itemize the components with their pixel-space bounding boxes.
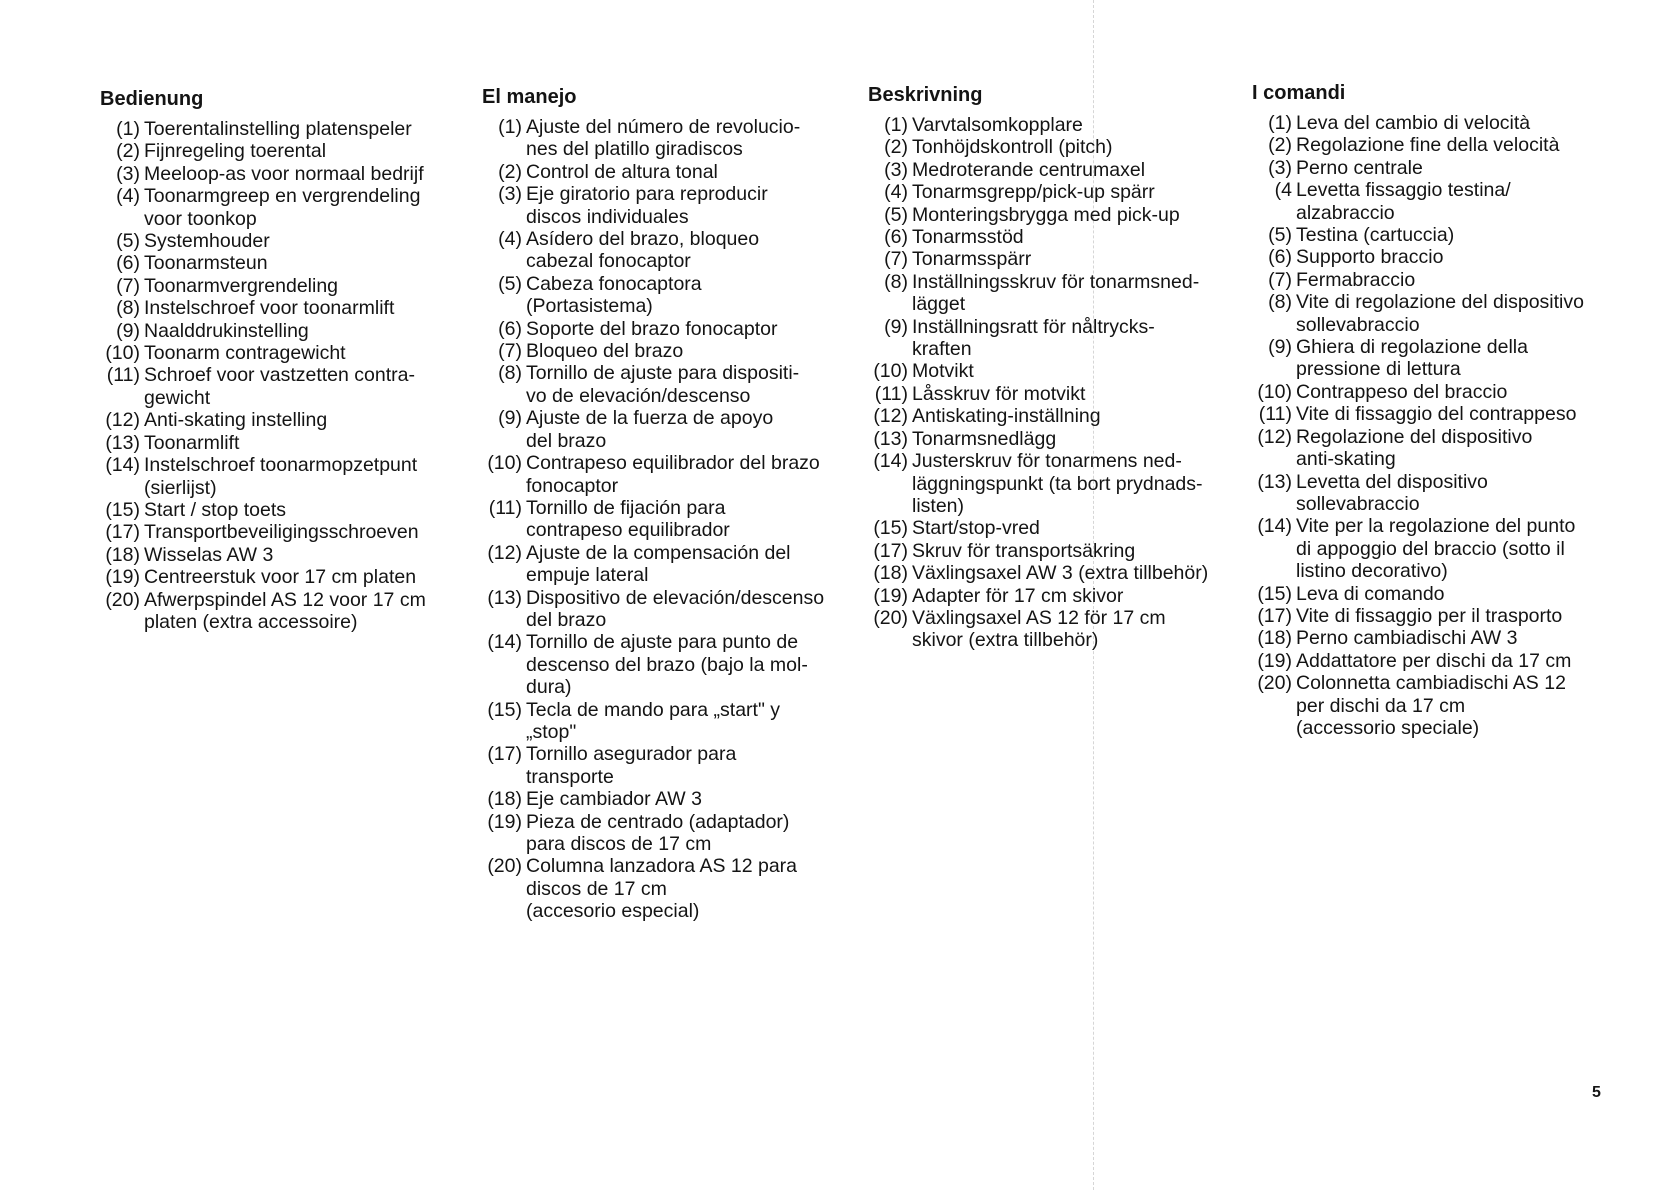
item-number: (18)	[873, 562, 908, 585]
item-label: Tornillo de fijación para contrapeso equilibrador	[526, 496, 730, 542]
item-label: Toonarmsteun	[144, 252, 268, 275]
item-list	[1252, 112, 1612, 739]
item-label: Meeloop-as voor normaal bedrijf	[144, 162, 424, 185]
item-number: (12)	[1257, 425, 1292, 448]
column-heading: El manejo	[482, 86, 577, 108]
item-label: Columna lanzadora AS 12 para discos de 17 cm (accesorio especial)	[526, 855, 798, 923]
list-item	[1252, 650, 1612, 672]
list-item	[100, 230, 460, 252]
item-label: Inställningsskruv för tonarmsned- lägget	[912, 270, 1200, 316]
item-label: Varvtalsomkopplare	[912, 114, 1083, 136]
list-item	[1252, 471, 1612, 516]
item-label: Justerskruv för tonarmens ned- läggningspunkt (ta bort prydnads- listen)	[912, 450, 1203, 517]
item-number: (8)	[498, 362, 522, 385]
item-number: (6)	[1268, 246, 1292, 269]
list-item	[100, 140, 460, 162]
item-number: (5)	[1268, 224, 1292, 247]
item-number: (11)	[488, 496, 522, 519]
item-label: Leva del cambio di velocità	[1296, 112, 1531, 134]
item-number: (4)	[498, 228, 522, 251]
item-label: Start/stop-vred	[912, 517, 1040, 540]
column-heading: I comandi	[1252, 82, 1346, 104]
list-item	[482, 542, 842, 587]
item-number: (8)	[116, 297, 140, 320]
item-label: Centreerstuk voor 17 cm platen	[144, 566, 417, 589]
item-label: Bloqueo del brazo	[526, 340, 684, 363]
item-label: Testina (cartuccia)	[1296, 224, 1455, 247]
list-item	[868, 181, 1228, 203]
item-number: (3)	[116, 162, 140, 185]
list-item	[482, 587, 842, 632]
list-item	[100, 342, 460, 364]
item-number: (19)	[487, 810, 522, 833]
column-swedish	[868, 82, 1228, 652]
item-label: Dispositivo de elevación/descenso del brazo	[526, 586, 825, 631]
item-number: (1)	[116, 118, 140, 140]
list-item	[868, 204, 1228, 226]
list-item	[100, 364, 460, 409]
item-number: (17)	[873, 539, 908, 562]
item-label: Pieza de centrado (adaptador) para discos de 17 cm	[526, 810, 790, 855]
list-item	[482, 228, 842, 273]
item-number: (9)	[1268, 336, 1292, 359]
list-item	[868, 450, 1228, 517]
item-number: (17)	[1257, 604, 1292, 627]
list-item	[868, 248, 1228, 270]
list-item	[868, 585, 1228, 607]
item-label: Tornillo asegurador para transporte	[526, 743, 737, 788]
item-number: (18)	[487, 788, 522, 811]
item-label: Leva di comando	[1296, 582, 1445, 605]
item-label: Perno cambiadischi AW 3	[1296, 627, 1518, 650]
item-label: Monteringsbrygga med pick-up	[912, 203, 1180, 226]
item-label: Toonarmgreep en vergrendeling voor toonkop	[144, 185, 421, 230]
item-label: Perno centrale	[1296, 156, 1423, 179]
list-item	[868, 607, 1228, 652]
item-number: (11)	[874, 382, 908, 405]
list-item	[1252, 269, 1612, 291]
item-label: Control de altura tonal	[526, 160, 718, 183]
item-label: Regolazione del dispositivo anti-skating	[1296, 425, 1533, 471]
item-label: Medroterande centrumaxel	[912, 158, 1146, 181]
item-number: (20)	[1257, 672, 1292, 695]
item-number: (19)	[1257, 649, 1292, 672]
list-item	[482, 116, 842, 161]
list-item	[482, 318, 842, 340]
item-label: Asídero del brazo, bloqueo cabezal fonocaptor	[526, 228, 760, 273]
item-label: Tornillo de ajuste para dispositi- vo de elevación/descenso	[526, 362, 800, 407]
item-number: (9)	[498, 407, 522, 430]
list-item	[868, 517, 1228, 539]
item-label: Ajuste de la compensación del empuje lateral	[526, 541, 791, 587]
list-item	[1252, 627, 1612, 649]
item-number: (14)	[1257, 515, 1292, 538]
item-label: Tonarmsstöd	[912, 226, 1024, 249]
item-number: (18)	[105, 543, 140, 566]
list-item	[482, 631, 842, 698]
item-label: Tonarmsnedlägg	[912, 427, 1057, 450]
list-item	[100, 163, 460, 185]
item-label: Inställningsratt för nåltrycks- kraften	[912, 315, 1155, 361]
list-item	[868, 540, 1228, 562]
item-number: (1)	[498, 116, 522, 138]
item-label: Transportbeveiligingsschroeven	[144, 521, 419, 544]
item-label: Wisselas AW 3	[144, 543, 274, 566]
item-number: (12)	[873, 405, 908, 428]
list-item	[482, 161, 842, 183]
list-item	[100, 409, 460, 431]
item-list	[868, 114, 1228, 652]
item-number: (13)	[1257, 470, 1292, 493]
list-item	[1252, 134, 1612, 156]
list-item	[482, 183, 842, 228]
item-label: Tonhöjdskontroll (pitch)	[912, 136, 1113, 159]
list-item	[100, 544, 460, 566]
item-label: Regolazione fine della velocità	[1296, 134, 1560, 157]
list-item	[1252, 224, 1612, 246]
item-number: (15)	[105, 498, 140, 521]
item-label: Ajuste de la fuerza de apoyo del brazo	[526, 407, 774, 452]
item-number: (13)	[873, 427, 908, 450]
item-number: (4)	[884, 181, 908, 204]
item-number: (2)	[884, 136, 908, 159]
item-label: Addattatore per dischi da 17 cm	[1296, 649, 1572, 672]
list-item	[868, 316, 1228, 361]
item-label: Fijnregeling toerental	[144, 140, 327, 163]
item-number: (13)	[105, 431, 140, 454]
list-item	[482, 699, 842, 744]
item-label: Systemhouder	[144, 230, 270, 253]
list-item	[868, 226, 1228, 248]
list-item	[1252, 157, 1612, 179]
item-number: (5)	[498, 272, 522, 295]
item-number: (1)	[1268, 112, 1292, 134]
list-item	[482, 743, 842, 788]
item-number: (6)	[884, 226, 908, 249]
list-item	[1252, 605, 1612, 627]
item-number: (14)	[105, 454, 140, 477]
list-item	[100, 185, 460, 230]
list-item	[482, 362, 842, 407]
list-item	[1252, 246, 1612, 268]
item-number: (4)	[116, 185, 140, 208]
item-label: Adapter för 17 cm skivor	[912, 584, 1124, 607]
list-item	[868, 360, 1228, 382]
item-number: (19)	[873, 584, 908, 607]
list-item	[482, 452, 842, 497]
item-label: Fermabraccio	[1296, 268, 1416, 291]
item-number: (5)	[884, 203, 908, 226]
item-number: (11)	[1258, 403, 1292, 426]
list-item	[1252, 426, 1612, 471]
item-label: Levetta del dispositivo sollevabraccio	[1296, 470, 1488, 515]
item-number: (1)	[884, 114, 908, 136]
item-number: (13)	[487, 586, 522, 609]
list-item	[868, 383, 1228, 405]
item-number: (15)	[1257, 582, 1292, 605]
item-label: Skruv för transportsäkring	[912, 539, 1136, 562]
item-label: Antiskating-inställning	[912, 405, 1101, 428]
page-number: 5	[1592, 1084, 1601, 1101]
item-number: (11)	[106, 364, 140, 387]
item-label: Supporto braccio	[1296, 246, 1444, 269]
item-number: (4	[1274, 179, 1292, 202]
list-item	[1252, 403, 1612, 425]
item-number: (7)	[884, 248, 908, 271]
item-number: (10)	[1257, 380, 1292, 403]
list-item	[868, 159, 1228, 181]
item-label: Naalddrukinstelling	[144, 319, 309, 342]
item-label: Motvikt	[912, 360, 974, 383]
list-item	[1252, 291, 1612, 336]
item-number: (5)	[116, 230, 140, 253]
item-label: Ajuste del número de revolucio- nes del platillo giradiscos	[526, 116, 801, 161]
list-item	[1252, 381, 1612, 403]
list-item	[482, 497, 842, 542]
item-number: (7)	[116, 274, 140, 297]
item-label: Toonarm contragewicht	[144, 342, 346, 365]
list-item	[1252, 336, 1612, 381]
item-label: Instelschroef toonarmopzetpunt (sierlijst)	[144, 454, 418, 499]
list-item	[868, 562, 1228, 584]
list-item	[100, 252, 460, 274]
item-label: Colonnetta cambiadischi AS 12 per dischi da 17 cm (accessorio speciale)	[1296, 672, 1566, 739]
item-label: Soporte del brazo fonocaptor	[526, 317, 778, 340]
item-number: (17)	[105, 521, 140, 544]
item-number: (15)	[487, 698, 522, 721]
column-spanish	[482, 84, 842, 923]
item-label: Schroef voor vastzetten contra- gewicht	[144, 364, 415, 409]
item-label: Växlingsaxel AS 12 för 17 cm skivor (extra tillbehör)	[912, 606, 1166, 652]
item-list	[100, 118, 460, 633]
list-item	[1252, 583, 1612, 605]
item-number: (20)	[873, 606, 908, 629]
item-number: (2)	[116, 140, 140, 163]
item-label: Toerentalinstelling platenspeler	[144, 118, 412, 140]
list-item	[868, 136, 1228, 158]
item-label: Contrapeso equilibrador del brazo fonocaptor	[526, 452, 820, 497]
list-item	[1252, 179, 1612, 224]
item-label: Ghiera di regolazione della pressione di lettura	[1296, 336, 1528, 381]
item-number: (3)	[884, 158, 908, 181]
item-number: (3)	[1268, 156, 1292, 179]
item-number: (2)	[498, 160, 522, 183]
item-number: (19)	[105, 566, 140, 589]
item-label: Växlingsaxel AW 3 (extra tillbehör)	[912, 562, 1209, 585]
item-number: (7)	[1268, 268, 1292, 291]
item-number: (3)	[498, 183, 522, 206]
item-label: Instelschroef voor toonarmlift	[144, 297, 395, 320]
list-item	[482, 340, 842, 362]
list-item	[1252, 672, 1612, 739]
list-item	[100, 320, 460, 342]
item-number: (20)	[105, 588, 140, 611]
item-number: (18)	[1257, 627, 1292, 650]
list-item	[868, 114, 1228, 136]
item-label: Anti-skating instelling	[144, 409, 328, 432]
item-label: Contrappeso del braccio	[1296, 380, 1508, 403]
item-number: (6)	[116, 252, 140, 275]
item-number: (14)	[873, 450, 908, 473]
item-label: Vite di fissaggio del contrappeso	[1296, 403, 1577, 426]
item-label: Tonarmsgrepp/pick-up spärr	[912, 181, 1155, 204]
column-dutch	[100, 86, 460, 633]
item-number: (12)	[105, 409, 140, 432]
list-item	[482, 855, 842, 922]
item-number: (12)	[487, 541, 522, 564]
list-item	[100, 566, 460, 588]
list-item	[868, 428, 1228, 450]
list-item	[100, 521, 460, 543]
column-italian	[1252, 80, 1612, 739]
item-label: Toonarmvergrendeling	[144, 274, 339, 297]
item-number: (8)	[1268, 291, 1292, 314]
item-number: (9)	[116, 319, 140, 342]
list-item	[482, 273, 842, 318]
item-number: (7)	[498, 340, 522, 363]
item-label: Eje cambiador AW 3	[526, 788, 702, 811]
item-label: Vite per la regolazione del punto di appoggio del braccio (sotto il listino decorativo)	[1296, 515, 1576, 583]
list-item	[1252, 515, 1612, 582]
item-label: Levetta fissaggio testina/ alzabraccio	[1296, 179, 1511, 224]
list-item	[482, 407, 842, 452]
list-item	[1252, 112, 1612, 134]
item-label: Låsskruv för motvikt	[912, 382, 1086, 405]
item-label: Tornillo de ajuste para punto de descenso del brazo (bajo la mol- dura)	[526, 631, 808, 699]
list-item	[100, 589, 460, 634]
column-heading: Bedienung	[100, 88, 204, 110]
item-list	[482, 116, 842, 923]
list-item	[100, 297, 460, 319]
item-number: (8)	[884, 270, 908, 293]
item-label: Start / stop toets	[144, 498, 286, 521]
item-number: (2)	[1268, 134, 1292, 157]
list-item	[100, 499, 460, 521]
list-item	[868, 405, 1228, 427]
item-label: Tonarmsspärr	[912, 248, 1032, 271]
item-label: Vite di regolazione del dispositivo sollevabraccio	[1296, 291, 1584, 336]
list-item	[100, 454, 460, 499]
list-item	[482, 788, 842, 810]
list-item	[482, 811, 842, 856]
item-number: (17)	[487, 743, 522, 766]
list-item	[868, 271, 1228, 316]
item-number: (10)	[487, 452, 522, 475]
item-label: Tecla de mando para „start" y „stop"	[526, 698, 781, 743]
item-number: (15)	[873, 517, 908, 540]
list-item	[100, 275, 460, 297]
item-number: (14)	[487, 631, 522, 654]
item-number: (9)	[884, 315, 908, 338]
list-item	[100, 432, 460, 454]
item-number: (20)	[487, 855, 522, 878]
item-label: Cabeza fonocaptora (Portasistema)	[526, 272, 702, 318]
item-number: (6)	[498, 317, 522, 340]
column-heading: Beskrivning	[868, 84, 983, 106]
list-item	[100, 118, 460, 140]
item-number: (10)	[105, 342, 140, 365]
item-number: (10)	[873, 360, 908, 383]
item-label: Toonarmlift	[144, 431, 240, 454]
item-label: Vite di fissaggio per il trasporto	[1296, 604, 1563, 627]
item-label: Eje giratorio para reproducir discos individuales	[526, 183, 768, 228]
item-label: Afwerpspindel AS 12 voor 17 cm platen (extra accessoire)	[144, 588, 426, 633]
